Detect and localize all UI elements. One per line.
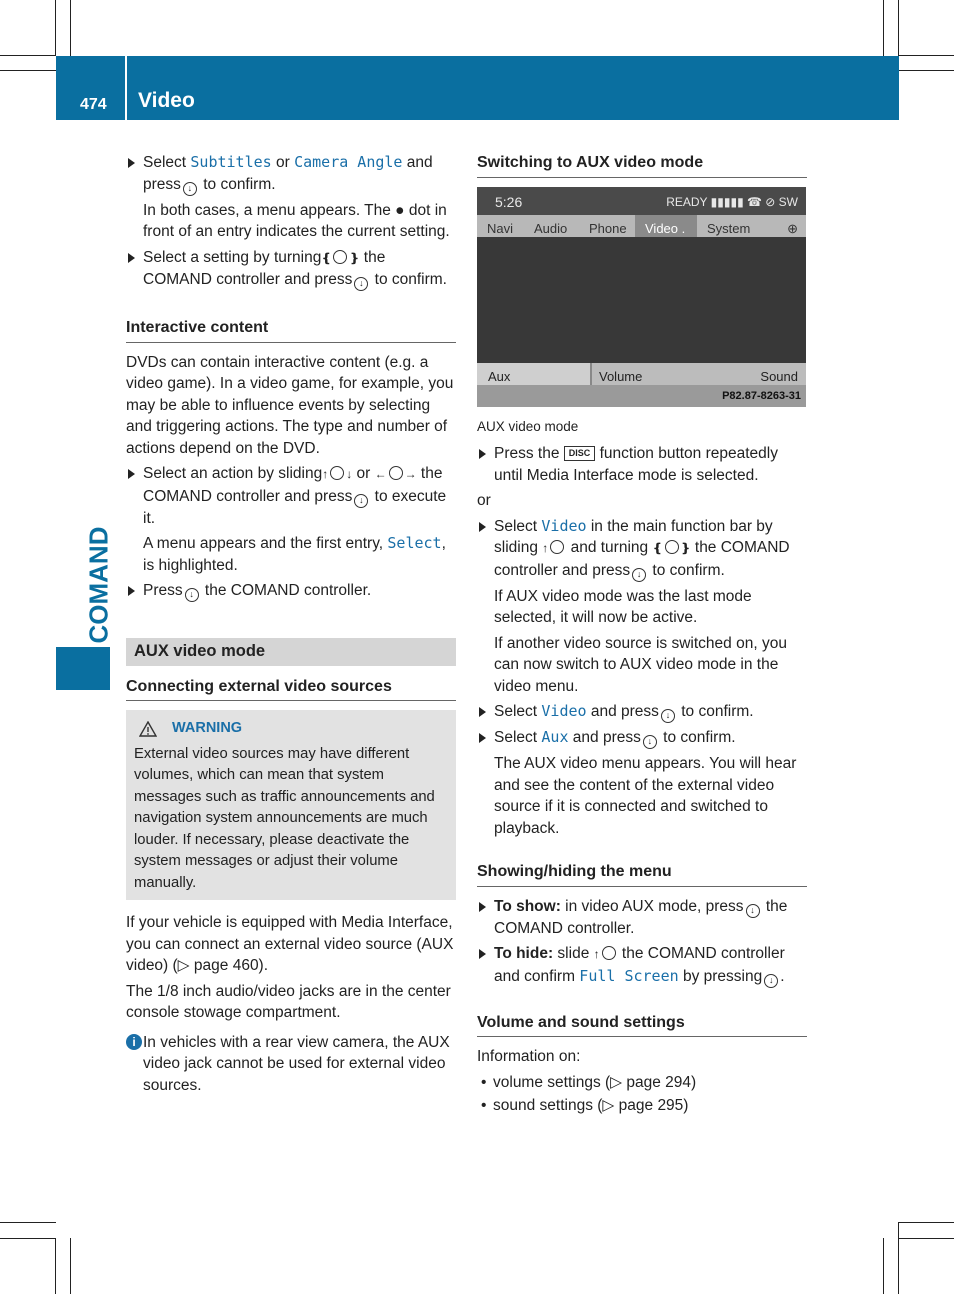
instruction-step: Select Video in the main function bar by sliding ↑ and turning ❴ ❵ the COMAND controller and press ↓ to confirm.: [477, 516, 807, 582]
instruction-step: Select Aux and press ↓ to confirm.: [477, 727, 807, 749]
image-reference-code: P82.87-8263-31: [477, 385, 806, 407]
section-heading: Connecting external video sources: [126, 676, 456, 702]
crop-mark: [70, 1238, 71, 1294]
press-controller-icon: ↓: [354, 494, 368, 508]
comand-screen-image: [477, 187, 806, 407]
press-controller-icon: ↓: [185, 588, 199, 602]
instruction-step: To show: in video AUX mode, press ↓ the COMAND controller.: [477, 896, 807, 940]
globe-icon: ⊕: [787, 220, 798, 236]
crop-mark: [898, 0, 899, 56]
menu-item-code: Full Screen: [579, 966, 679, 985]
section-heading: Interactive content: [126, 317, 456, 343]
crop-mark: [0, 1222, 56, 1223]
section-heading: AUX video mode: [126, 638, 456, 666]
crop-mark: [55, 1238, 56, 1294]
turn-controller-icon: [665, 540, 679, 554]
menu-item-code: Select: [387, 534, 442, 552]
crop-mark: [898, 55, 954, 56]
press-controller-icon: ↓: [354, 277, 368, 291]
page-title: Video: [138, 89, 195, 112]
menu-item-code: Video: [541, 516, 587, 535]
slide-controller-icon: [550, 540, 564, 554]
step-continuation: A menu appears and the first entry, Select, is highlighted.: [143, 534, 446, 574]
menu-item-code: Aux: [541, 728, 569, 746]
step-continuation: In both cases, a menu appears. The ● dot in front of an entry indicates the current setting.: [143, 201, 450, 240]
image-caption: AUX video mode: [477, 418, 579, 434]
press-controller-icon: ↓: [764, 974, 778, 988]
screen-bottom-bar: Aux Volume Sound: [477, 363, 806, 385]
right-column: [477, 152, 807, 1119]
crop-mark: [70, 0, 71, 56]
press-controller-icon: ↓: [746, 904, 760, 918]
warning-triangle-icon: [139, 721, 157, 737]
instruction-step: Select an action by sliding↑ ↓ or ← → the COMAND controller and press ↓ to execute it.: [126, 463, 456, 529]
crop-mark: [0, 55, 56, 56]
paragraph: The 1/8 inch audio/video jacks are in the center console stowage compartment.: [126, 982, 451, 1021]
or-text: or: [477, 492, 491, 509]
screen-video-area: [477, 237, 806, 363]
instruction-step: Select a setting by turning❴ ❵ the COMAND controller and press ↓ to confirm.: [126, 247, 456, 292]
warning-text: External video sources may have different volumes, which can mean that system messages such as traffic announcements and navigation system announcements are much louder. If necessary, please deactivate the system messages or adjust their volume manually.: [134, 745, 435, 891]
paragraph: If your vehicle is equipped with Media Interface, you can connect an external video source (AUX video) (▷ page 460).: [126, 914, 454, 974]
crop-mark: [898, 1222, 954, 1223]
instruction-step: Select Video and press ↓ to confirm.: [477, 701, 807, 723]
screen-menu-bar: Navi Audio Phone Video . System ⊕: [477, 215, 806, 237]
crop-mark: [883, 1238, 884, 1294]
press-controller-icon: ↓: [183, 182, 197, 196]
instruction-step: Select Subtitles or Camera Angle and press ↓ to confirm.: [126, 152, 456, 196]
list-item: • sound settings (▷ page 295): [477, 1095, 807, 1117]
menu-item-code: Camera Angle: [294, 153, 403, 171]
section-heading: Volume and sound settings: [477, 1012, 807, 1038]
instruction-step: Press ↓ the COMAND controller.: [126, 580, 456, 602]
side-tab: [56, 647, 110, 690]
info-icon: i: [126, 1034, 142, 1050]
press-controller-icon: ↓: [632, 568, 646, 582]
paragraph: Information on:: [477, 1048, 581, 1065]
screen-status-bar: 5:26 READY ▮▮▮▮▮ ☎ ⊘ SW: [477, 187, 806, 215]
crop-mark: [883, 0, 884, 56]
crop-mark: [0, 1238, 56, 1239]
section-heading: Showing/hiding the menu: [477, 861, 807, 887]
side-section-label: COMAND: [83, 526, 114, 644]
menu-item-code: Video: [541, 702, 587, 720]
crop-mark: [55, 0, 56, 56]
step-continuation: The AUX video menu appears. You will hear and see the content of the external video source if it is connected and switched to playback.: [494, 755, 797, 837]
section-heading: Switching to AUX video mode: [477, 152, 807, 178]
crop-mark: [898, 1238, 954, 1239]
step-continuation: If another video source is switched on, you can now switch to AUX video mode in the video menu.: [494, 634, 787, 695]
turn-controller-icon: [333, 250, 347, 264]
header-divider: [125, 56, 127, 120]
press-controller-icon: ↓: [643, 735, 657, 749]
slide-controller-icon: [389, 466, 403, 480]
list-item: • volume settings (▷ page 294): [477, 1072, 807, 1094]
press-controller-icon: ↓: [661, 709, 675, 723]
crop-mark: [898, 1222, 899, 1294]
crop-mark: [898, 70, 954, 71]
page-number: 474: [80, 96, 107, 113]
instruction-step: Press the DISC function button repeatedly until Media Interface mode is selected.: [477, 443, 807, 486]
menu-item-code: Subtitles: [190, 153, 272, 171]
left-column: [126, 152, 456, 1096]
crop-mark: [0, 70, 56, 71]
info-note: i In vehicles with a rear view camera, the AUX video jack cannot be used for external video sources.: [126, 1032, 456, 1097]
instruction-step: To hide: slide ↑ the COMAND controller and confirm Full Screen by pressing ↓ .: [477, 943, 807, 988]
disc-button-icon: DISC: [564, 446, 596, 461]
paragraph: DVDs can contain interactive content (e.g. a video game). In a video game, for example, you may be able to influence events by selecting and triggering actions. The type and number of actions depend on the DVD.: [126, 353, 454, 457]
step-continuation: If AUX video mode was the last mode selected, it will now be active.: [494, 587, 752, 626]
slide-controller-icon: [330, 466, 344, 480]
slide-controller-icon: [602, 946, 616, 960]
warning-box: [126, 710, 456, 900]
warning-title: WARNING: [134, 718, 448, 740]
